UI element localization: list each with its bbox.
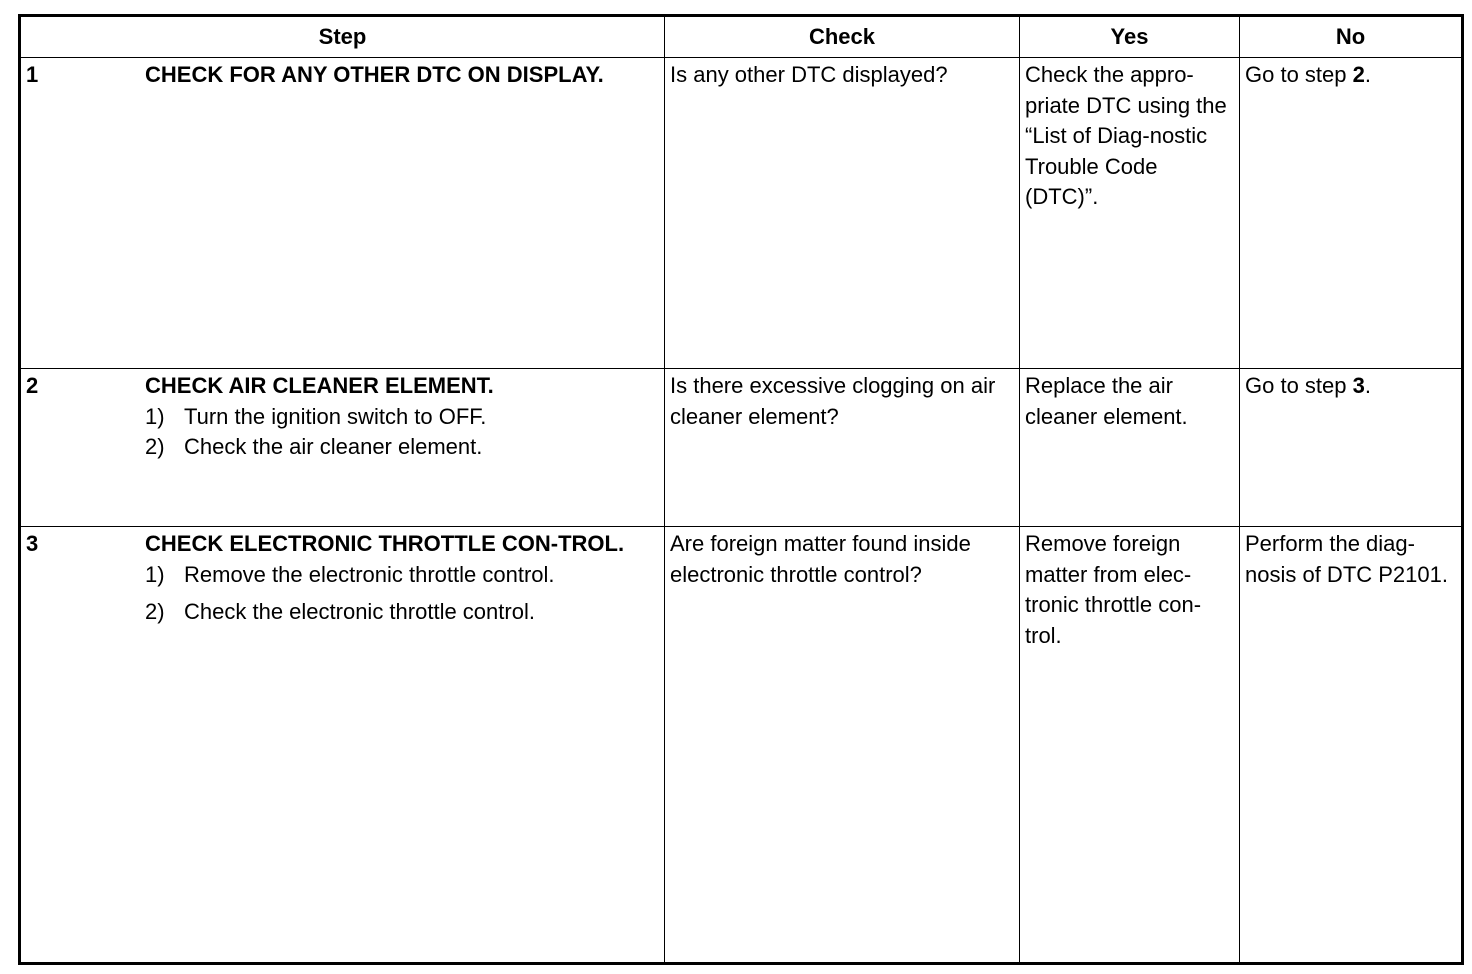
yes-action: Check the appro-priate DTC using the “List of Diag-nostic Trouble Code (DTC)”.: [1025, 62, 1227, 209]
yes-cell: [1020, 527, 1240, 964]
table-row: [20, 369, 1463, 527]
step-cell: [20, 369, 665, 527]
no-cell: [1240, 58, 1463, 369]
check-question: Is any other DTC displayed?: [670, 62, 948, 87]
no-action-step-ref: 2: [1352, 62, 1365, 87]
substep-text: Check the air cleaner element.: [184, 434, 483, 459]
step-number: 1: [26, 62, 39, 87]
yes-action: Replace the air cleaner element.: [1025, 373, 1188, 429]
step-title: CHECK FOR ANY OTHER DTC ON DISPLAY.: [145, 62, 604, 87]
substep: [145, 432, 655, 463]
check-question: Is there excessive clogging on air cleaner element?: [670, 373, 996, 429]
step-number: 2: [26, 373, 39, 398]
header-yes: Yes: [1020, 16, 1240, 58]
substep-number: 1): [145, 403, 165, 429]
yes-cell: [1020, 58, 1240, 369]
yes-cell: [1020, 369, 1240, 527]
step-cell: [20, 58, 665, 369]
header-step: Step: [20, 16, 665, 58]
step-number: 3: [26, 531, 39, 556]
substep: [145, 597, 655, 628]
no-action-step-ref: 3: [1352, 373, 1365, 398]
substep-number: 2): [145, 599, 165, 624]
substep-number: 2): [145, 434, 165, 459]
table-row: [20, 527, 1463, 964]
substep-number: 1): [145, 561, 165, 587]
yes-action: Remove foreign matter from elec-tronic throttle con-trol.: [1025, 531, 1202, 648]
substep-text: Check the electronic throttle control.: [184, 599, 535, 624]
table-header-row: [20, 16, 1463, 58]
check-cell: [665, 527, 1020, 964]
step-title: CHECK ELECTRONIC THROTTLE CON-TROL.: [145, 531, 625, 556]
diagnostic-procedure-table: [18, 14, 1464, 965]
substep-text: Remove the electronic throttle control.: [184, 561, 555, 587]
header-no: No: [1240, 16, 1463, 58]
substep-text: Turn the ignition switch to OFF.: [184, 403, 487, 429]
check-cell: [665, 58, 1020, 369]
step-title: CHECK AIR CLEANER ELEMENT.: [145, 373, 494, 398]
substep: [145, 402, 655, 433]
table-row: [20, 58, 1463, 369]
check-cell: [665, 369, 1020, 527]
no-cell: [1240, 527, 1463, 964]
no-action-suffix: .: [1364, 62, 1371, 87]
no-action: Perform the diag-nosis of DTC P2101.: [1245, 531, 1448, 587]
header-check: Check: [665, 16, 1020, 58]
check-question: Are foreign matter found inside electronic throttle control?: [670, 531, 971, 587]
no-cell: [1240, 369, 1463, 527]
no-action-prefix: Go to step: [1245, 62, 1353, 87]
step-cell: [20, 527, 665, 964]
no-action-prefix: Go to step: [1245, 373, 1353, 398]
no-action-suffix: .: [1364, 373, 1371, 398]
substep: [145, 560, 655, 591]
